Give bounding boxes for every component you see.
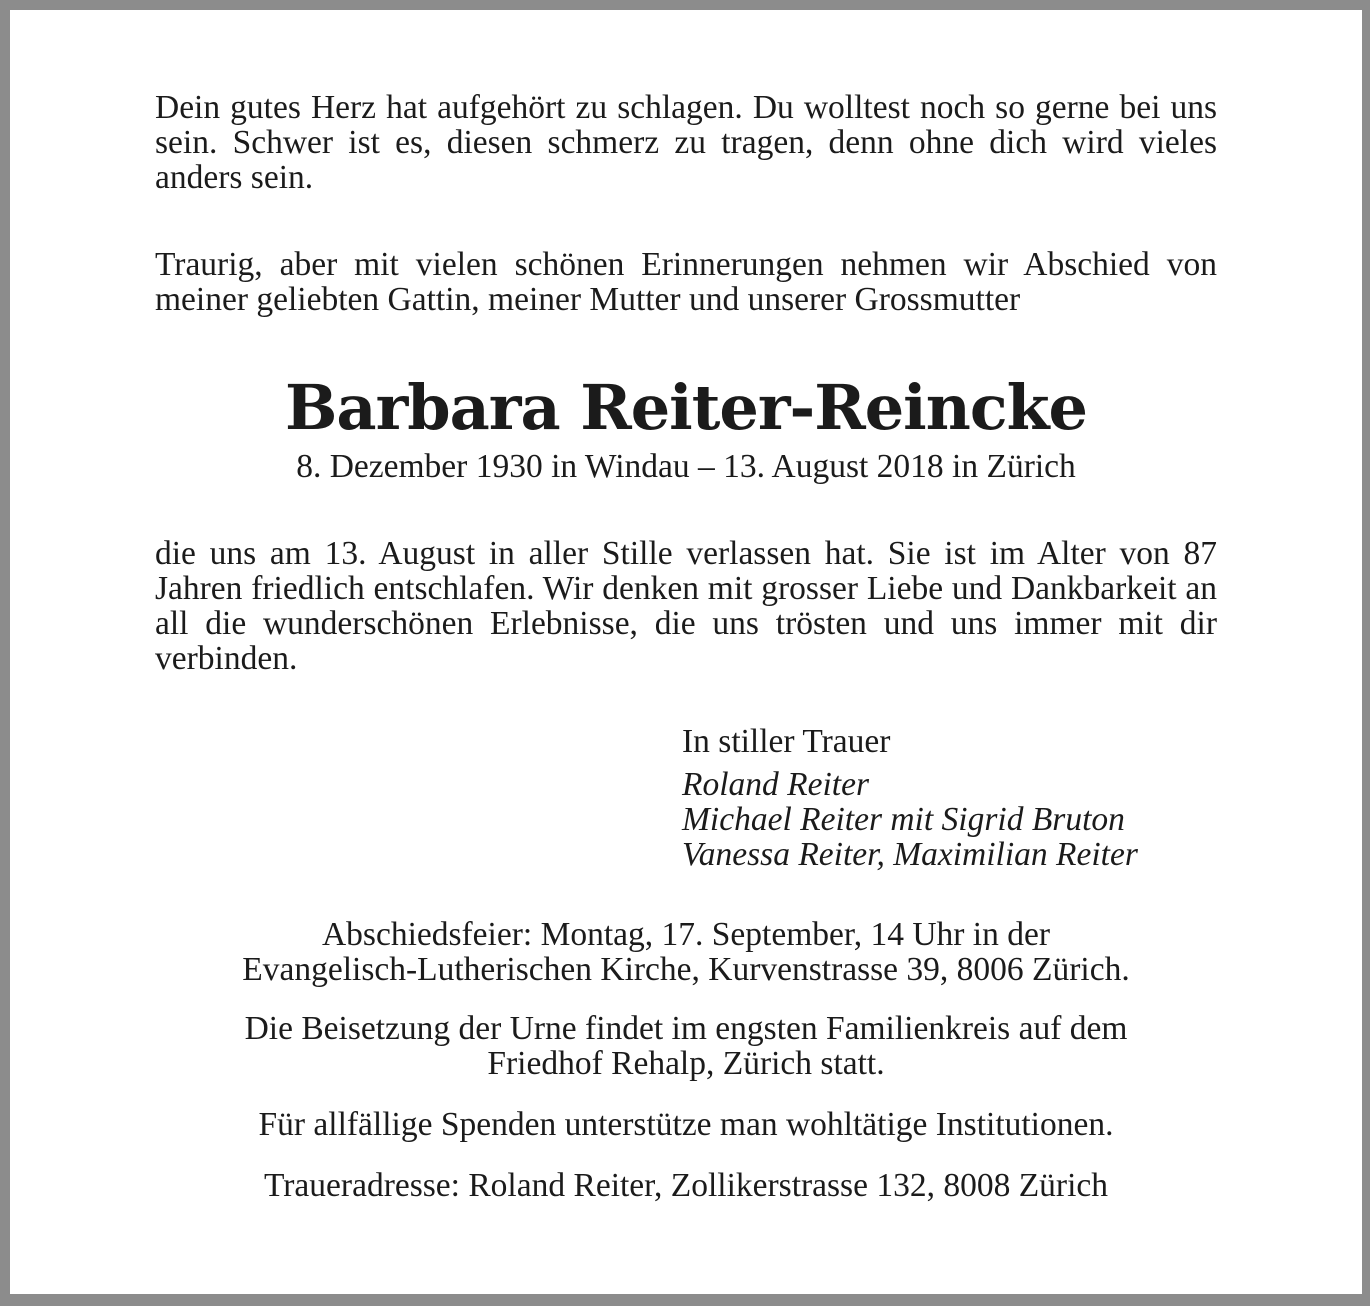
mourning-address: Traueradresse: Roland Reiter, Zollikerstrasse 132, 8008 Zürich xyxy=(263,1167,1109,1204)
obituary-card xyxy=(10,10,1362,1294)
body-paragraph: die uns am 13. August in aller Stille verlassen hat. Sie ist im Alter von 87 Jahren friedlich entschlafen. Wir denken mit grosser Liebe und Dankbarkeit an all die wunderschönen Erlebnisse, die uns trösten und uns immer mit dir verbinden. xyxy=(155,535,1217,677)
mourning-signoff xyxy=(682,723,1217,872)
obituary-content xyxy=(155,90,1217,1203)
ceremony-notice xyxy=(155,917,1217,987)
burial-line-1: Die Beisetzung der Urne findet im engsten Familienkreis auf dem xyxy=(244,1010,1128,1047)
donations-notice: Für allfällige Spenden unterstütze man wohltätige Institutionen. xyxy=(258,1106,1114,1143)
life-dates: 8. Dezember 1930 in Windau – 13. August 2018 in Zürich xyxy=(296,448,1076,485)
mourner-name: Vanessa Reiter, Maximilian Reiter xyxy=(682,836,1138,873)
deceased-name: Barbara Reiter-Reincke xyxy=(285,371,1087,444)
ceremony-line-1: Abschiedsfeier: Montag, 17. September, 14 Uhr in der xyxy=(321,916,1051,953)
mourner-name: Roland Reiter xyxy=(682,766,869,803)
intro-paragraph-1: Dein gutes Herz hat aufgehört zu schlagen. Du wolltest noch so gerne bei uns sein. Schwer ist es, diesen schmerz zu tragen, denn ohne dich wird vieles anders sein. xyxy=(155,89,1217,196)
burial-line-2: Friedhof Rehalp, Zürich statt. xyxy=(487,1045,885,1082)
mourning-intro: In stiller Trauer xyxy=(682,723,891,760)
mourner-name: Michael Reiter mit Sigrid Bruton xyxy=(682,801,1125,838)
burial-notice xyxy=(155,1011,1217,1081)
intro-paragraph-2: Traurig, aber mit vielen schönen Erinnerungen nehmen wir Abschied von meiner geliebten Gattin, meiner Mutter und unserer Grossmutter xyxy=(155,246,1217,318)
ceremony-line-2: Evangelisch-Lutherischen Kirche, Kurvenstrasse 39, 8006 Zürich. xyxy=(242,951,1130,988)
